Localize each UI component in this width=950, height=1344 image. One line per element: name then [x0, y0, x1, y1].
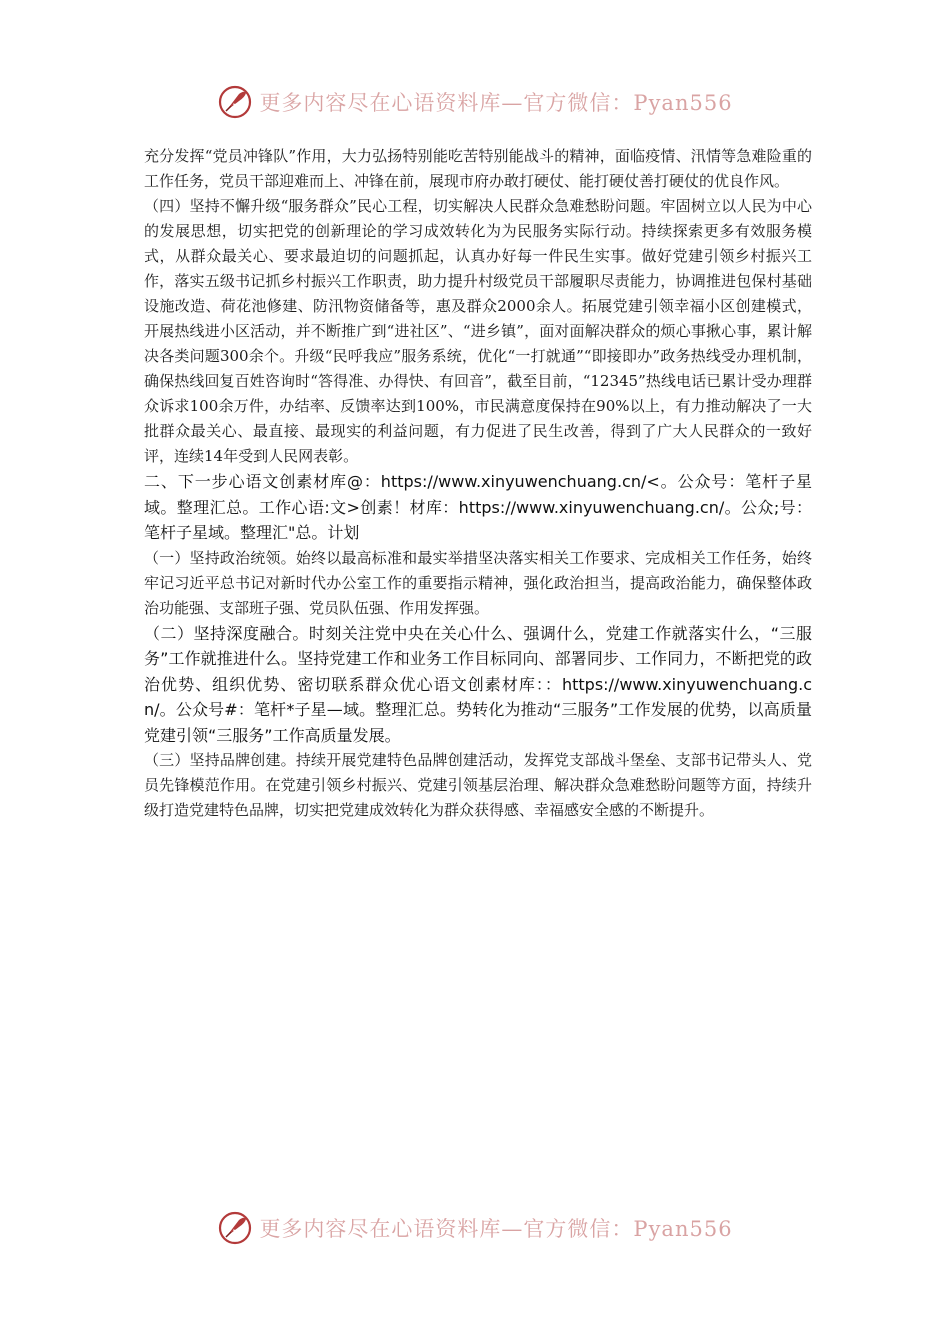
paragraph-item-two: （二）坚持深度融合。时刻关注党中央在关心什么、强调什么，党建工作就落实什么，“三服务”工作就推进什么。坚持党建工作和业务工作目标同向、部署同步、工作同力，不断把党的政治优势、组织优势、密切联系群众优心语文创素材库：：https://www.xinyuwenchuang.cn/。公众号#：笔杆*子星—域。整理汇总。势转化为推动“三服务”工作发展的优势，以高质量党建引领“三服务”工作高质量发展。	[144, 623, 812, 745]
header-banner	[0, 82, 950, 122]
heading-next-plan: 二、下一步心语文创素材库@：https://www.xinyuwenchuang.cn/<。公众号：笔杆子星域。整理汇总。工作心语:文>创素！材库：https://www.xinyuwenchuang.cn/。公众;号：笔杆子星域。整理汇"总。计划	[144, 472, 812, 542]
paragraph-item-one: （一）坚持政治统领。始终以最高标准和最实举措坚决落实相关工作要求、完成相关工作任务，始终牢记习近平总书记对新时代办公室工作的重要指示精神，强化政治担当，提高政治能力，确保整体政治功能强、支部班子强、党员队伍强、作用发挥强。	[144, 548, 812, 617]
paragraph-continuation: 充分发挥“党员冲锋队”作用，大力弘扬特别能吃苦特别能战斗的精神，面临疫情、汛情等急难险重的工作任务，党员干部迎难而上、冲锋在前，展现市府办敢打硬仗、能打硬仗善打硬仗的优良作风。	[144, 147, 812, 190]
paragraph-item-three: （三）坚持品牌创建。持续开展党建特色品牌创建活动，发挥党支部战斗堡垒、支部书记带头人、党员先锋模范作用。在党建引领乡村振兴、党建引领基层治理、解决群众急难愁盼问题等方面，持续升级打造党建特色品牌，切实把党建成效转化为群众获得感、幸福感安全感的不断提升。	[144, 751, 812, 819]
paragraph-section-four: （四）坚持不懈升级“服务群众”民心工程，切实解决人民群众急难愁盼问题。牢固树立以人民为中心的发展思想，切实把党的创新理论的学习成效转化为为民服务实际行动。持续探索更多有效服务模式，从群众最关心、要求最迫切的问题抓起，认真办好每一件民生实事。做好党建引领乡村振兴工作，落实五级书记抓乡村振兴工作职责，助力提升村级党员干部履职尽责能力，协调推进包保村基础设施改造、荷花池修建、防汛物资储备等，惠及群众2000余人。拓展党建引领幸福小区创建模式，开展热线进小区活动，并不断推广到“进社区”、“进乡镇”，面对面解决群众的烦心事揪心事，累计解决各类问题300余个。升级“民呼我应”服务系统，优化“一打就通”“即接即办”政务热线受办理机制，确保热线回复百姓咨询时“答得准、办得快、有回音”，截至目前，“12345”热线电话已累计受办理群众诉求100余万件，办结率、反馈率达到100%，市民满意度保持在90%以上，有力推动解决了一大批群众最关心、最直接、最现实的利益问题，有力促进了民生改善，得到了广大人民群众的一致好评，连续14年受到人民网表彰。	[144, 197, 812, 465]
footer-banner	[0, 1208, 950, 1248]
document-body	[144, 144, 812, 823]
quill-logo-icon	[217, 84, 253, 120]
quill-logo-icon	[217, 1210, 253, 1246]
footer-banner-text: 更多内容尽在心语资料库—官方微信：Pyan556	[259, 1217, 733, 1241]
header-banner-text: 更多内容尽在心语资料库—官方微信：Pyan556	[259, 91, 733, 115]
